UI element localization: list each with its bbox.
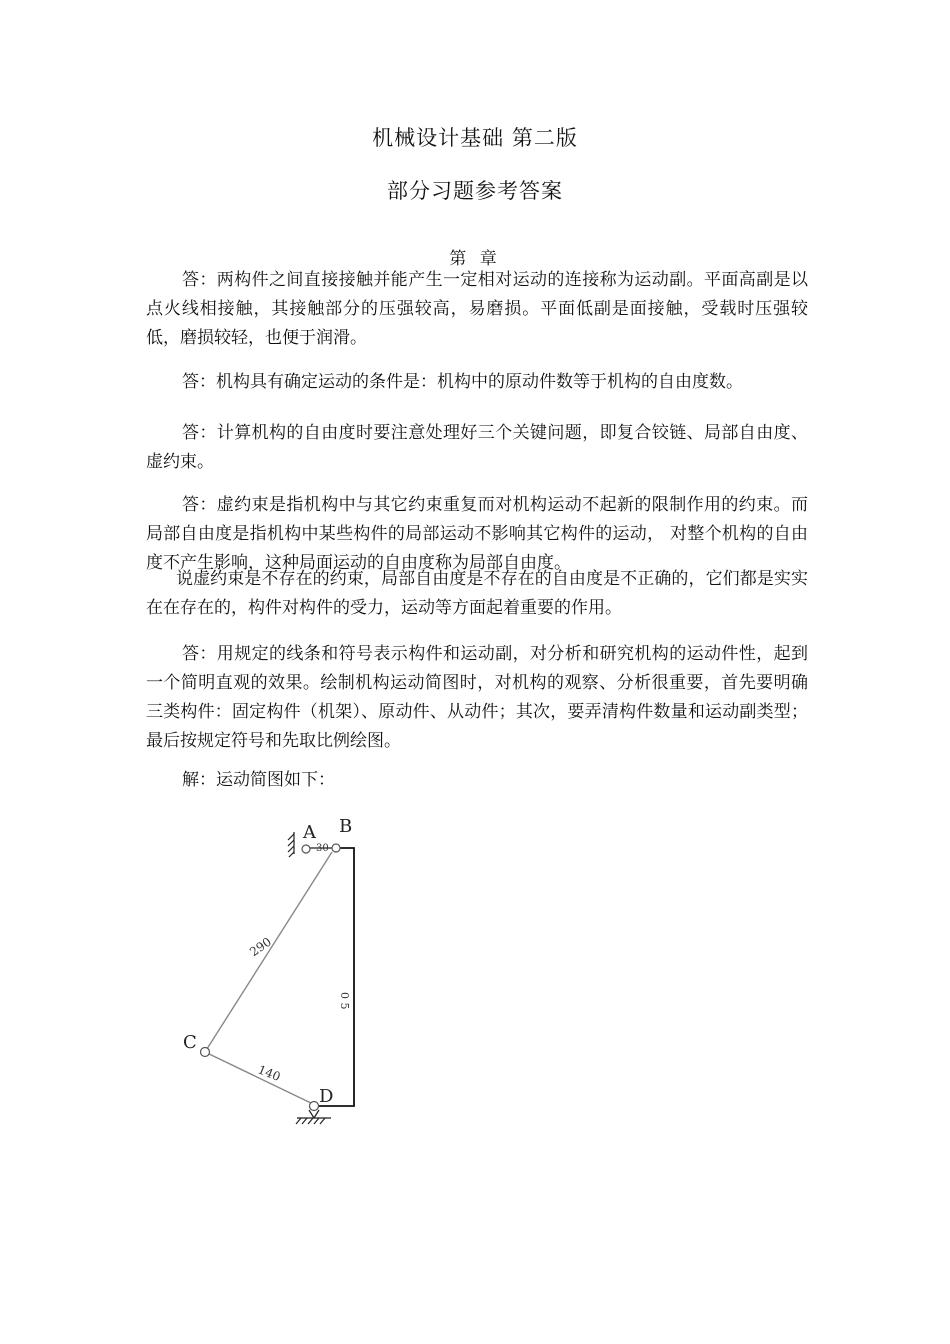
chapter-heading: 第 章 xyxy=(449,249,501,269)
link-cd xyxy=(205,1052,313,1104)
joint-a xyxy=(302,845,310,853)
joint-label-d: D xyxy=(319,1086,334,1107)
ground-support-a xyxy=(288,832,294,857)
ground-support-d xyxy=(296,1110,331,1124)
paragraph-answer-3: 答：计算机构的自由度时要注意处理好三个关键问题，即复合铰链、局部自由度、虚约束。 xyxy=(146,423,808,472)
paragraph-answer-5: 答：用规定的线条和符号表示构件和运动副，对分析和研究机构的运动件性，起到一个简明直观的效果。绘制机构运动简图时，对机构的观察、分析很重要，首先要明确三类构件：固定构件（机架）、原动件、从动件；其次，要弄清构件数量和运动副类型；最后按规定符号和先取比例绘图。 xyxy=(146,644,808,751)
link-ac xyxy=(205,852,332,1052)
joint-label-c: C xyxy=(183,1032,197,1053)
dimension-label-bd: 0 5 xyxy=(338,992,351,1010)
paragraph-answer-2: 答：机构具有确定运动的条件是：机构中的原动件数等于机构的自由度数。 xyxy=(182,372,743,392)
document-title: 机械设计基础 第二版 xyxy=(372,126,578,150)
paragraph-answer-4: 答：虚约束是指机构中与其它约束重复而对机构运动不起新的限制作用的约束。而局部自由度是指机构中某些构件的局部运动不影响其它构件的运动， 对整个机构的自由度不产生影响，这种局面运动的自由度称为局部自由度。 xyxy=(146,495,808,573)
document-subtitle: 部分习题参考答案 xyxy=(387,179,563,203)
dimension-label-ab: 30 xyxy=(316,843,329,854)
mechanism-diagram xyxy=(175,812,375,1132)
paragraph-answer-1: 答：两构件之间直接接触并能产生一定相对运动的连接称为运动副。平面高副是以点火线相接触，其接触部分的压强较高，易磨损。平面低副是面接触，受载时压强较低，磨损较轻，也便于润滑。 xyxy=(146,270,808,348)
link-bd xyxy=(319,848,354,1106)
joint-b xyxy=(332,844,340,852)
paragraph-solution: 解：运动简图如下： xyxy=(182,770,335,790)
dimension-label-ac: 290 xyxy=(247,934,274,960)
dimension-label-cd: 140 xyxy=(255,1062,283,1085)
joint-c xyxy=(201,1048,210,1057)
joint-label-a: A xyxy=(303,822,316,843)
joint-d xyxy=(310,1102,319,1111)
joint-label-b: B xyxy=(339,816,353,837)
paragraph-answer-4-continued: 说虚约束是不存在的约束，局部自由度是不存在的自由度是不正确的，它们都是实实在在存在的，构件对构件的受力，运动等方面起着重要的作用。 xyxy=(146,569,808,618)
